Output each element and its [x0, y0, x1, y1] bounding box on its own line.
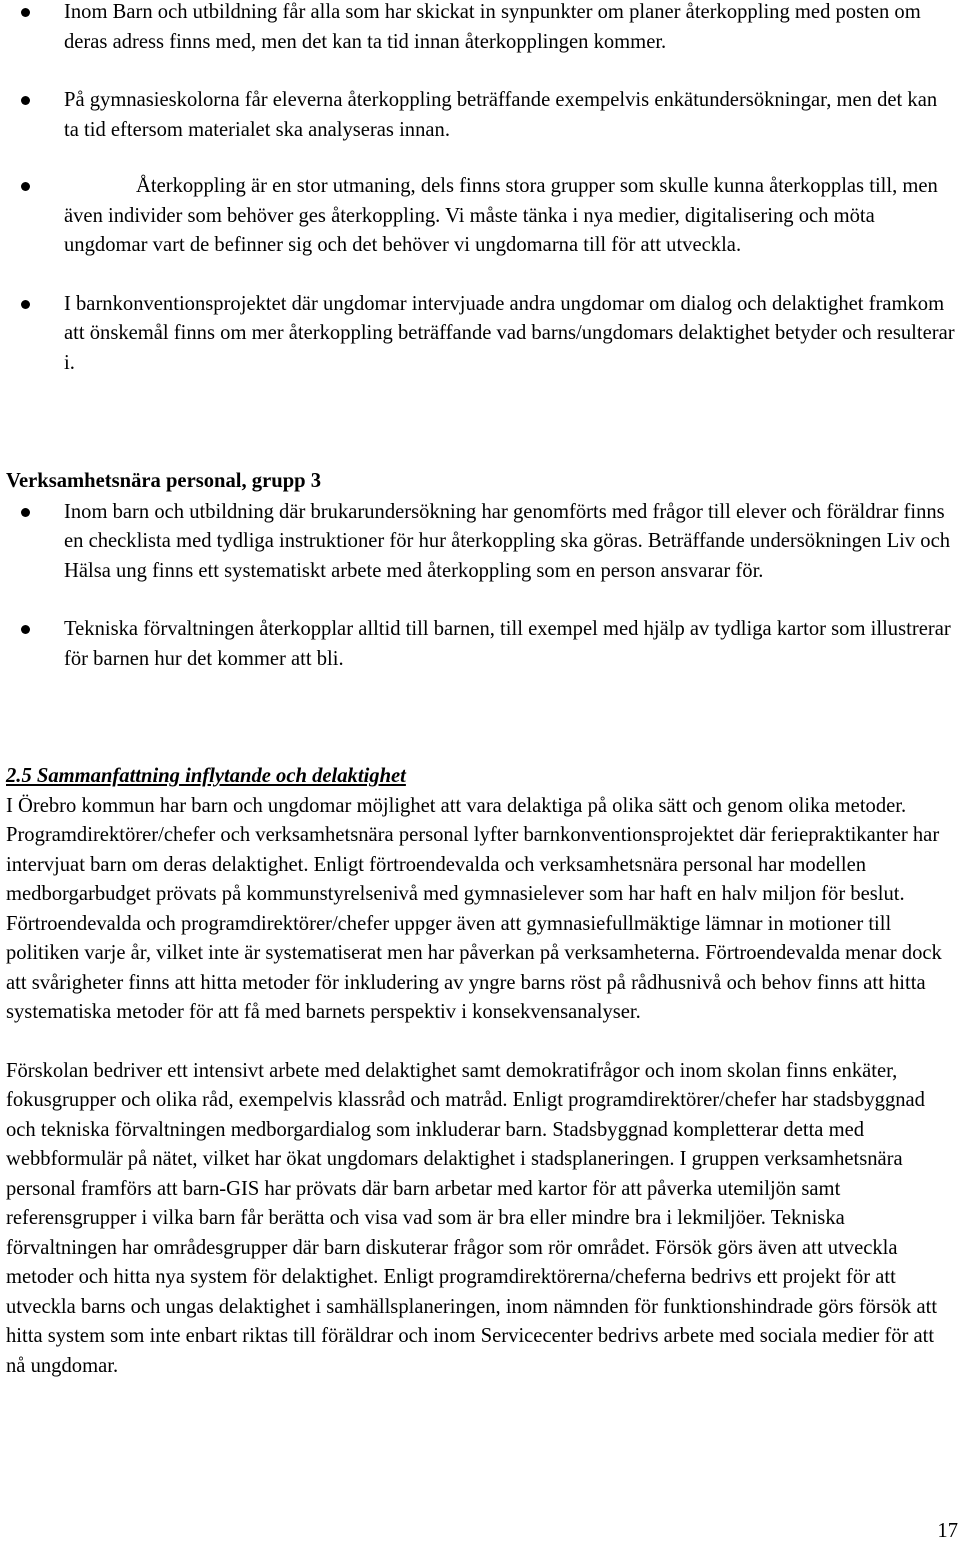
bullet-list-group3 — [0, 498, 960, 675]
bullet-icon — [21, 96, 30, 105]
section-summary — [0, 762, 960, 1381]
section-heading: 2.5 Sammanfattning inflytande och delaktighet — [6, 765, 406, 787]
list-item-text: I barnkonventionsprojektet där ungdomar intervjuade andra ungdomar om dialog och delaktighet framkom att önskemål finns om mer återkoppling beträffande vad barns/ungdomars delaktighet betyder och resulterar i. — [64, 292, 955, 374]
paragraph: Förskolan bedriver ett intensivt arbete med delaktighet samt demokratifrågor och inom skolan finns enkäter, fokusgrupper och olika råd, exempelvis klassråd och matråd. Enligt programdirektörer/chefer har stadsbyggnad och tekniska förvaltningen medborgardialog som inkluderar barn. Stadsbyggnad kompletterar detta med webbformulär på nätet, vilket har ökat ungdomars delaktighet i stadsplaneringen. I gruppen verksamhetsnära personal framförs att barn-GIS har prövats där barn arbetar med kartor för att påverka utemiljön samt referensgrupper i vilka barn får berätta och visa vad som är bra eller mindre bra i lekmiljöer. Tekniska förvaltningen har områdesgrupper där barn diskuterar frågor som rör området. Försök görs även att utveckla metoder och hitta nya system för delaktighet. Enligt programdirektörerna/cheferna bedrivs ett projekt för att utveckla barns och ungas delaktighet i samhällsplaneringen, inom nämnden för funktionshindrade görs försök att hitta system som inte enbart riktas till föräldrar och inom Servicecenter bedrivs arbete med sociala medier för att nå ungdomar. — [6, 1059, 938, 1377]
list-item — [0, 172, 960, 261]
page-number: 17 — [937, 1520, 958, 1542]
bullet-icon — [21, 508, 30, 517]
list-item — [0, 86, 960, 145]
bullet-icon — [21, 300, 30, 309]
bullet-icon — [21, 625, 30, 634]
bullet-icon — [21, 182, 30, 191]
bullet-list-top — [0, 0, 960, 378]
list-item — [0, 0, 960, 57]
list-item-text: Inom barn och utbildning där brukarundersökning har genomförts med frågor till elever och föräldrar finns en checklista med tydliga instruktioner för hur återkoppling ska göras. Beträffande undersökningen Liv och Hälsa ung finns ett systematiskt arbete med återkoppling som en person ansvarar för. — [64, 500, 951, 582]
list-item — [0, 615, 960, 674]
list-item-text: Tekniska förvaltningen återkopplar alltid till barnen, till exempel med hjälp av tydliga kartor som illustrerar för barnen hur det kommer att bli. — [64, 618, 951, 670]
list-item — [0, 498, 960, 587]
paragraph: I Örebro kommun har barn och ungdomar möjlighet att vara delaktiga på olika sätt och genom olika metoder. Programdirektörer/chefer och verksamhetsnära personal lyfter barnkonventionsprojektet där feriepraktikanter har intervjuat barn om deras delaktighet. Enligt förtroendevalda och verksamhetsnära personal har modellen medborgarbudget prövats på kommunstyrelsenivå med gymnasielever som har haft en halv miljon för beslut. Förtroendevalda och programdirektörer/chefer uppger även att gymnasiefullmäktige lämnar in motioner till politiken varje år, vilket inte är systematiserat men har påverkan på verksamheterna. Förtroendevalda menar dock att svårigheter finns att hitta metoder för inkludering av yngre barns röst på rådhusnivå och behov finns att hitta systematiska metoder för att få med barnets perspektiv i konsekvensanalyser. — [6, 794, 942, 1023]
list-item-text: På gymnasieskolorna får eleverna återkoppling beträffande exempelvis enkätundersökningar, men det kan ta tid eftersom materialet ska analyseras innan. — [64, 89, 938, 141]
section-heading: Verksamhetsnära personal, grupp 3 — [6, 470, 322, 492]
list-item — [0, 290, 960, 379]
section-group3 — [0, 467, 960, 674]
list-item-text: Återkoppling är en stor utmaning, dels finns stora grupper som skulle kunna återkopplas till, men även individer som behöver ges återkoppling. Vi måste tänka i nya medier, digitalisering och möta ungdomar vart de befinner sig och det behöver vi ungdomarna till för att utveckla. — [64, 175, 938, 256]
bullet-icon — [21, 8, 30, 17]
list-item-text: Inom Barn och utbildning får alla som har skickat in synpunkter om planer återkoppling med posten om deras adress finns med, men det kan ta tid innan återkopplingen kommer. — [64, 1, 921, 53]
